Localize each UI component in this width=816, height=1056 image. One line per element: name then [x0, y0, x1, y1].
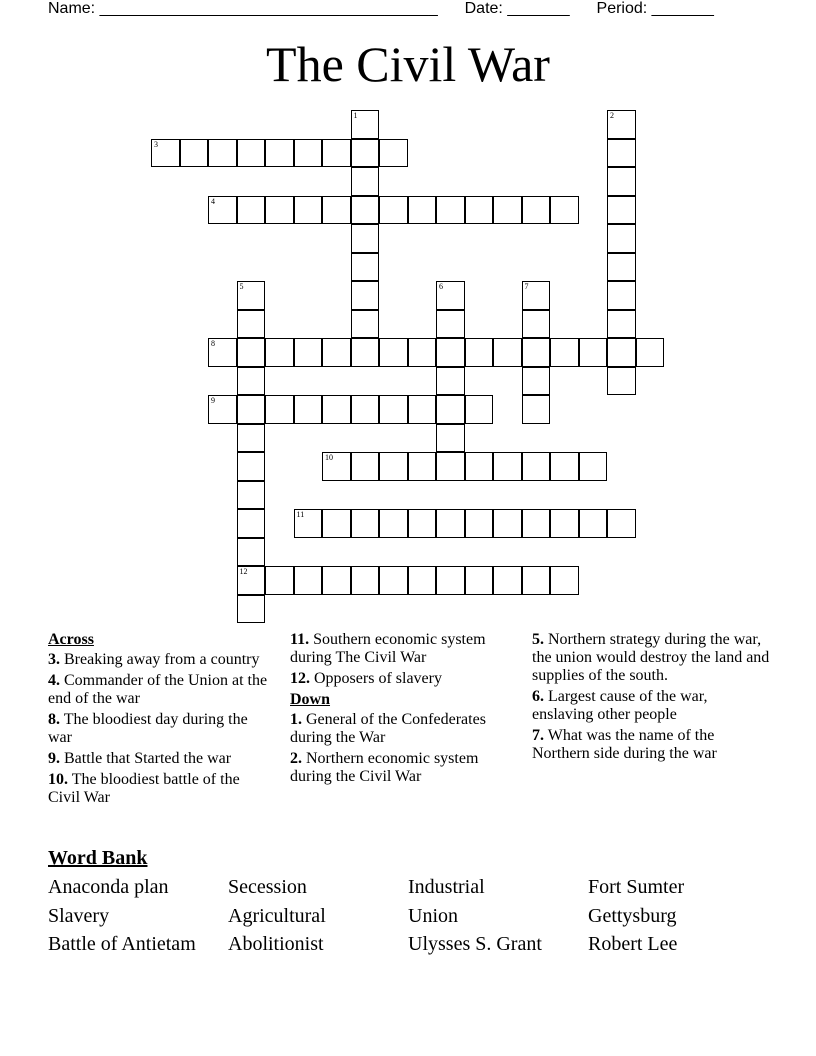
word-bank-heading: Word Bank	[48, 847, 148, 869]
crossword-cell[interactable]	[408, 452, 437, 481]
crossword-cell[interactable]	[522, 509, 551, 538]
crossword-cell[interactable]	[436, 566, 465, 595]
crossword-cell[interactable]	[493, 338, 522, 367]
clue-number-label: 9	[211, 396, 215, 405]
crossword-cell[interactable]	[379, 452, 408, 481]
crossword-cell[interactable]	[351, 224, 380, 253]
crossword-cell[interactable]	[237, 310, 266, 339]
crossword-cell[interactable]	[351, 338, 380, 367]
crossword-cell[interactable]	[408, 509, 437, 538]
crossword-cell[interactable]	[522, 310, 551, 339]
word-bank-item: Industrial	[408, 876, 485, 898]
crossword-cell[interactable]	[607, 509, 636, 538]
clue-number-label: 7	[524, 282, 529, 291]
crossword-cell[interactable]	[265, 338, 294, 367]
crossword-cell[interactable]	[237, 538, 266, 567]
crossword-cell[interactable]	[408, 566, 437, 595]
page-title: The Civil War	[266, 36, 550, 92]
crossword-cell[interactable]	[322, 338, 351, 367]
clue-number-label: 8	[211, 339, 215, 348]
crossword-cell[interactable]	[465, 338, 494, 367]
crossword-cell[interactable]	[607, 139, 636, 168]
crossword-cell[interactable]	[550, 338, 579, 367]
crossword-cell[interactable]	[379, 566, 408, 595]
clue-across-10: 10. The bloodiest battle of the Civil War	[48, 771, 240, 806]
crossword-cell[interactable]	[579, 509, 608, 538]
crossword-cell[interactable]	[151, 139, 180, 168]
word-bank-item: Slavery	[48, 904, 110, 927]
crossword-cell[interactable]	[379, 196, 408, 225]
crossword-cell[interactable]	[237, 481, 266, 510]
clue-across-11: 11. Southern economic system during The Civil War	[290, 631, 486, 666]
crossword-cell[interactable]	[237, 196, 266, 225]
crossword-cell[interactable]	[436, 281, 465, 310]
crossword-cell[interactable]	[408, 395, 437, 424]
crossword-cell[interactable]	[436, 367, 465, 396]
crossword-cell[interactable]	[351, 281, 380, 310]
clue-across-12: 12. Opposers of slavery	[290, 670, 442, 687]
crossword-cell[interactable]	[436, 452, 465, 481]
clue-number-label: 10	[325, 453, 333, 462]
clue-number-label: 6	[439, 282, 443, 291]
clue-across-9: 9. Battle that Started the war	[48, 750, 232, 767]
clue-number-label: 1	[353, 111, 358, 120]
crossword-cell[interactable]	[522, 452, 551, 481]
crossword-cell[interactable]	[550, 509, 579, 538]
crossword-cell[interactable]	[237, 452, 266, 481]
crossword-cell[interactable]	[379, 509, 408, 538]
crossword-cell[interactable]	[493, 566, 522, 595]
crossword-cell[interactable]	[180, 139, 209, 168]
crossword-cell[interactable]	[379, 338, 408, 367]
crossword-cell[interactable]	[436, 395, 465, 424]
crossword-cell[interactable]	[465, 452, 494, 481]
crossword-cell[interactable]	[208, 139, 237, 168]
crossword-cell[interactable]	[351, 566, 380, 595]
crossword-cell[interactable]	[465, 395, 494, 424]
crossword-cell[interactable]	[294, 139, 323, 168]
crossword-cell[interactable]	[351, 395, 380, 424]
clue-across-8: 8. The bloodiest day during the war	[48, 711, 248, 746]
crossword-cell[interactable]	[550, 196, 579, 225]
across-heading: Across	[48, 631, 94, 648]
word-bank-item: Fort Sumter	[588, 876, 685, 898]
word-bank-item: Gettysburg	[588, 904, 677, 927]
down-heading: Down	[290, 691, 331, 708]
crossword-cell[interactable]	[579, 338, 608, 367]
clue-number-label: 11	[296, 510, 305, 519]
crossword-cell[interactable]	[322, 395, 351, 424]
crossword-cell[interactable]	[237, 281, 266, 310]
crossword-cell[interactable]	[493, 452, 522, 481]
crossword-cell[interactable]	[607, 167, 636, 196]
crossword-cell[interactable]	[237, 595, 266, 624]
crossword-cell[interactable]	[522, 338, 551, 367]
crossword-cell[interactable]	[208, 196, 237, 225]
crossword-cell[interactable]	[351, 139, 380, 168]
clue-across-3: 3. Breaking away from a country	[48, 651, 260, 668]
crossword-cell[interactable]	[607, 281, 636, 310]
crossword-cell[interactable]	[607, 367, 636, 396]
crossword-cell[interactable]	[237, 367, 266, 396]
crossword-cell[interactable]	[351, 452, 380, 481]
crossword-cell[interactable]	[636, 338, 665, 367]
crossword-cell[interactable]	[493, 196, 522, 225]
word-bank-item: Union	[408, 904, 458, 927]
crossword-cell[interactable]	[322, 452, 351, 481]
crossword-cell[interactable]	[322, 509, 351, 538]
crossword-cell[interactable]	[465, 566, 494, 595]
clues-column-3	[532, 631, 772, 766]
clue-number-label: 5	[239, 282, 244, 291]
crossword-cell[interactable]	[294, 196, 323, 225]
date-field-label[interactable]: Date: _______	[464, 0, 570, 17]
crossword-cell[interactable]	[265, 395, 294, 424]
crossword-cell[interactable]	[408, 196, 437, 225]
word-bank-item: Abolitionist	[228, 933, 324, 955]
crossword-cell[interactable]	[436, 424, 465, 453]
clue-number-label: 4	[211, 196, 215, 206]
crossword-cell[interactable]	[237, 139, 266, 168]
crossword-cell[interactable]	[265, 139, 294, 168]
crossword-cell[interactable]	[294, 509, 323, 538]
crossword-cell[interactable]	[237, 566, 266, 595]
name-field-label[interactable]: Name: ______________________________________	[48, 0, 438, 17]
crossword-cell[interactable]	[607, 110, 636, 139]
word-bank-item: Battle of Antietam	[48, 933, 196, 955]
word-bank	[48, 873, 768, 959]
crossword-cell[interactable]	[322, 196, 351, 225]
crossword-cell[interactable]	[465, 196, 494, 225]
crossword-cell[interactable]	[237, 338, 266, 367]
crossword-cell[interactable]	[522, 566, 551, 595]
period-field-label[interactable]: Period: _______	[596, 0, 714, 17]
word-bank-item: Agricultural	[228, 904, 326, 927]
crossword-cell[interactable]	[579, 452, 608, 481]
crossword-cell[interactable]	[265, 566, 294, 595]
crossword-cell[interactable]	[351, 167, 380, 196]
crossword-cell[interactable]	[550, 566, 579, 595]
crossword-cell[interactable]	[237, 509, 266, 538]
clue-down-1: 1. General of the Confederates during the War	[290, 711, 486, 746]
clue-down-7: 7. What was the name of the Northern side during the war	[532, 727, 717, 762]
crossword-cell[interactable]	[237, 395, 266, 424]
crossword-cell[interactable]	[522, 395, 551, 424]
clues-column-2	[290, 631, 518, 789]
crossword-cell[interactable]	[208, 338, 237, 367]
crossword-cell[interactable]	[351, 253, 380, 282]
crossword-cell[interactable]	[322, 566, 351, 595]
crossword-cell[interactable]	[351, 196, 380, 225]
crossword-cell[interactable]	[408, 338, 437, 367]
crossword-cell[interactable]	[607, 338, 636, 367]
crossword-cell[interactable]	[522, 196, 551, 225]
clue-down-6: 6. Largest cause of the war, enslaving other people	[532, 688, 708, 723]
clue-down-5: 5. Northern strategy during the war, the union would destroy the land and supplies of the south.	[532, 631, 770, 684]
crossword-cell[interactable]	[208, 395, 237, 424]
crossword-cell[interactable]	[351, 310, 380, 339]
crossword-cell[interactable]	[522, 367, 551, 396]
clues-column-1	[48, 631, 273, 810]
crossword-cell[interactable]	[237, 424, 266, 453]
crossword-cell[interactable]	[493, 509, 522, 538]
word-bank-item: Secession	[228, 876, 307, 898]
crossword-cell[interactable]	[465, 509, 494, 538]
crossword-cell[interactable]	[294, 338, 323, 367]
word-bank-item: Ulysses S. Grant	[408, 933, 542, 955]
crossword-cell[interactable]	[322, 139, 351, 168]
crossword-cell[interactable]	[379, 139, 408, 168]
crossword-cell[interactable]	[436, 509, 465, 538]
clue-number-label: 2	[610, 111, 614, 120]
word-bank-item: Anaconda plan	[48, 876, 169, 898]
crossword-cell[interactable]	[607, 196, 636, 225]
word-bank-item: Robert Lee	[588, 933, 678, 955]
crossword-cell[interactable]	[436, 338, 465, 367]
crossword-cell[interactable]	[351, 509, 380, 538]
crossword-cell[interactable]	[607, 224, 636, 253]
clue-across-4: 4. Commander of the Union at the end of the war	[48, 672, 268, 707]
clue-number-label: 12	[239, 567, 248, 576]
crossword-cell[interactable]	[265, 196, 294, 225]
crossword-cell[interactable]	[607, 253, 636, 282]
crossword-cell[interactable]	[351, 110, 380, 139]
clue-number-label: 3	[154, 139, 158, 149]
crossword-cell[interactable]	[522, 281, 551, 310]
crossword-cell[interactable]	[294, 395, 323, 424]
crossword-cell[interactable]	[294, 566, 323, 595]
crossword-cell[interactable]	[607, 310, 636, 339]
crossword-cell[interactable]	[436, 310, 465, 339]
crossword-cell[interactable]	[436, 196, 465, 225]
crossword-cell[interactable]	[550, 452, 579, 481]
clue-down-2: 2. Northern economic system during the Civil War	[290, 750, 479, 785]
crossword-cell[interactable]	[379, 395, 408, 424]
